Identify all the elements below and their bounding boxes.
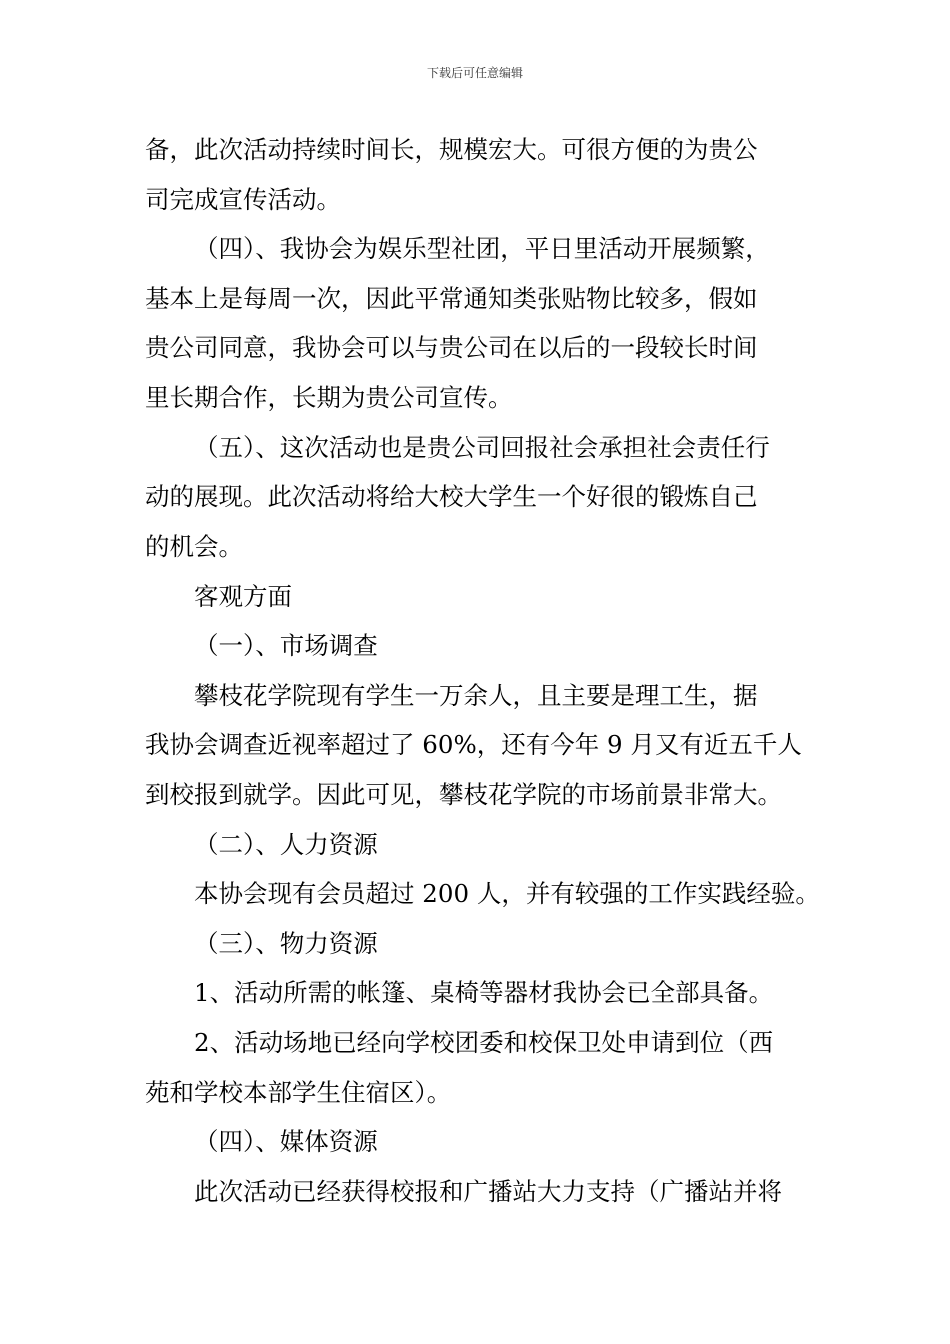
body-line: 此次活动已经获得校报和广播站大力支持（广播站并将 <box>194 1177 782 1206</box>
body-line: 2、活动场地已经向学校团委和校保卫处申请到位（西 <box>194 1028 774 1057</box>
page-header: 下载后可任意编辑 <box>426 66 523 80</box>
body-line: 基本上是每周一次，因此平常通知类张贴物比较多，假如 <box>145 284 758 313</box>
body-line: 攀枝花学院现有学生一万余人，且主要是理工生，据 <box>194 681 758 710</box>
body-line: 里长期合作，长期为贵公司宣传。 <box>145 383 513 412</box>
body-line: 备，此次活动持续时间长，规模宏大。可很方便的为贵公 <box>145 135 758 164</box>
body-line: 的机会。 <box>145 532 243 561</box>
body-line: 动的展现。此次活动将给大校大学生一个好很的锻炼自己 <box>145 482 758 511</box>
body-line: 到校报到就学。因此可见，攀枝花学院的市场前景非常大。 <box>145 780 782 809</box>
body-line: 司完成宣传活动。 <box>145 185 341 214</box>
body-line: 本协会现有会员超过 200 人，并有较强的工作实践经验。 <box>194 879 820 908</box>
body-line: 1、活动所需的帐篷、桌椅等器材我协会已全部具备。 <box>194 978 774 1007</box>
body-line: 我协会调查近视率超过了 60%，还有今年 9 月又有近五千人 <box>145 730 802 759</box>
subsection-heading: （一）、市场调查 <box>194 631 378 660</box>
section-heading: 客观方面 <box>194 582 292 611</box>
body-line: 贵公司同意，我协会可以与贵公司在以后的一段较长时间 <box>145 333 758 362</box>
subsection-heading: （四）、媒体资源 <box>194 1127 378 1156</box>
body-line: （五）、这次活动也是贵公司回报社会承担社会责任行 <box>194 433 770 462</box>
body-line: （四）、我协会为娱乐型社团，平日里活动开展频繁， <box>194 234 770 263</box>
subsection-heading: （三）、物力资源 <box>194 929 378 958</box>
body-line: 苑和学校本部学生住宿区）。 <box>145 1078 452 1107</box>
subsection-heading: （二）、人力资源 <box>194 830 378 859</box>
